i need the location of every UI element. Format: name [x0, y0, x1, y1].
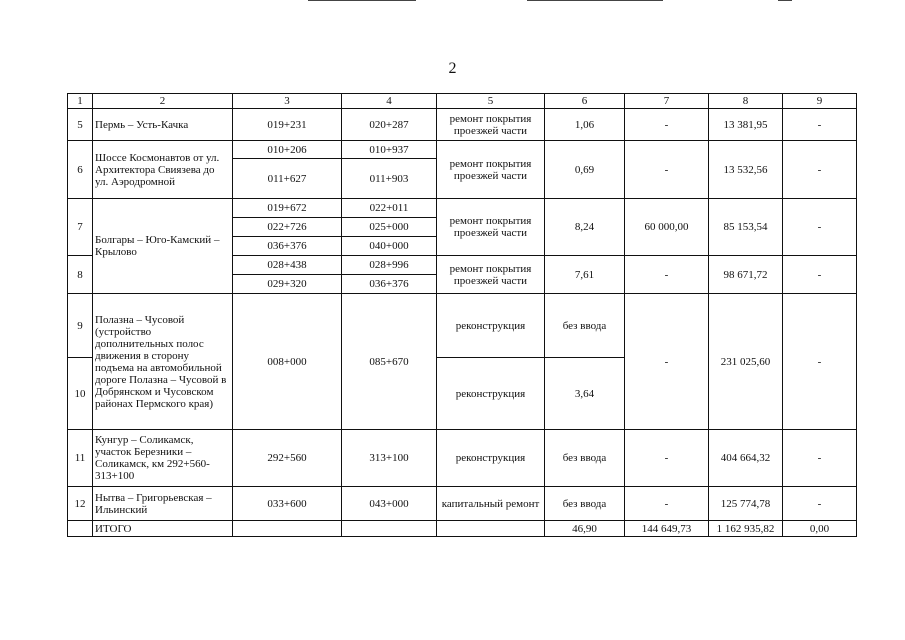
km-to: 036+376	[342, 275, 437, 294]
km-from: 010+206	[233, 141, 342, 159]
km-to: 085+670	[342, 294, 437, 430]
top-rule	[527, 0, 663, 1]
km-to: 022+011	[342, 199, 437, 218]
length: без ввода	[545, 294, 625, 358]
road-name: Кунгур – Соликамск, участок Березники – Соликамск, км 292+560-313+100	[93, 430, 233, 487]
roads-table	[67, 93, 857, 537]
km-from: 019+672	[233, 199, 342, 218]
col9-value: -	[783, 141, 857, 199]
col8-value: 231 025,60	[709, 294, 783, 430]
row-number: 12	[68, 487, 93, 521]
col-header: 9	[783, 94, 857, 109]
work-type: капитальный ремонт	[437, 487, 545, 521]
work-type: ремонт покрытия проезжей части	[437, 199, 545, 256]
col7-value: -	[625, 487, 709, 521]
table-row	[68, 141, 857, 159]
work-type: ремонт покрытия проезжей части	[437, 109, 545, 141]
work-type: реконструкция	[437, 294, 545, 358]
km-to: 010+937	[342, 141, 437, 159]
col-header: 5	[437, 94, 545, 109]
col7-value: 60 000,00	[625, 199, 709, 256]
col9-value: -	[783, 109, 857, 141]
total-col7: 144 649,73	[625, 521, 709, 537]
table-row	[68, 109, 857, 141]
row-number: 7	[68, 199, 93, 256]
table-row	[68, 487, 857, 521]
km-from: 008+000	[233, 294, 342, 430]
total-col9: 0,00	[783, 521, 857, 537]
col-header: 4	[342, 94, 437, 109]
km-to: 040+000	[342, 237, 437, 256]
total-col8: 1 162 935,82	[709, 521, 783, 537]
row-number: 8	[68, 256, 93, 294]
length: 0,69	[545, 141, 625, 199]
total-row	[68, 521, 857, 537]
table-row	[68, 430, 857, 487]
km-from: 036+376	[233, 237, 342, 256]
road-name: Болгары – Юго-Камский – Крылово	[93, 199, 233, 294]
col7-value: -	[625, 294, 709, 430]
col9-value: -	[783, 294, 857, 430]
col8-value: 13 381,95	[709, 109, 783, 141]
road-name: Пермь – Усть-Качка	[93, 109, 233, 141]
col-header: 6	[545, 94, 625, 109]
col-header: 3	[233, 94, 342, 109]
col8-value: 13 532,56	[709, 141, 783, 199]
total-length: 46,90	[545, 521, 625, 537]
km-from: 033+600	[233, 487, 342, 521]
col8-value: 404 664,32	[709, 430, 783, 487]
col8-value: 98 671,72	[709, 256, 783, 294]
road-name: Нытва – Григорьевская – Ильинский	[93, 487, 233, 521]
work-type: ремонт покрытия проезжей части	[437, 256, 545, 294]
col9-value: -	[783, 256, 857, 294]
col9-value: -	[783, 430, 857, 487]
length: 1,06	[545, 109, 625, 141]
col9-value: -	[783, 199, 857, 256]
col7-value: -	[625, 256, 709, 294]
col7-value: -	[625, 109, 709, 141]
km-to: 043+000	[342, 487, 437, 521]
table-row	[68, 199, 857, 218]
col8-value: 85 153,54	[709, 199, 783, 256]
row-number: 5	[68, 109, 93, 141]
km-from: 029+320	[233, 275, 342, 294]
km-to: 313+100	[342, 430, 437, 487]
col7-value: -	[625, 430, 709, 487]
km-to: 028+996	[342, 256, 437, 275]
work-type: реконструкция	[437, 430, 545, 487]
km-from: 292+560	[233, 430, 342, 487]
top-rule	[308, 0, 416, 1]
work-type: ремонт покрытия проезжей части	[437, 141, 545, 199]
col-header: 1	[68, 94, 93, 109]
road-name: Полазна – Чусовой (устройство дополнительных полос движения в сторону подъема на автомобильной дороге Полазна – Чусовой в Добрянском и Чусовском районах Пермского края)	[93, 294, 233, 430]
length: без ввода	[545, 430, 625, 487]
length: 7,61	[545, 256, 625, 294]
col-header: 7	[625, 94, 709, 109]
km-from: 019+231	[233, 109, 342, 141]
col7-value: -	[625, 141, 709, 199]
top-rule	[778, 0, 792, 1]
km-from: 011+627	[233, 159, 342, 199]
length: 8,24	[545, 199, 625, 256]
row-number: 6	[68, 141, 93, 199]
km-to: 011+903	[342, 159, 437, 199]
km-to: 025+000	[342, 218, 437, 237]
km-to: 020+287	[342, 109, 437, 141]
row-number: 11	[68, 430, 93, 487]
col-header: 8	[709, 94, 783, 109]
km-from: 022+726	[233, 218, 342, 237]
row-number: 10	[68, 358, 93, 430]
road-name: Шоссе Космонавтов от ул. Архитектора Свиязева до ул. Аэродромной	[93, 141, 233, 199]
col9-value: -	[783, 487, 857, 521]
col8-value: 125 774,78	[709, 487, 783, 521]
table-row	[68, 294, 857, 358]
length: без ввода	[545, 487, 625, 521]
length: 3,64	[545, 358, 625, 430]
km-from: 028+438	[233, 256, 342, 275]
header-row	[68, 94, 857, 109]
row-number: 9	[68, 294, 93, 358]
page-number: 2	[448, 60, 457, 77]
col-header: 2	[93, 94, 233, 109]
work-type: реконструкция	[437, 358, 545, 430]
total-label: ИТОГО	[93, 521, 233, 537]
